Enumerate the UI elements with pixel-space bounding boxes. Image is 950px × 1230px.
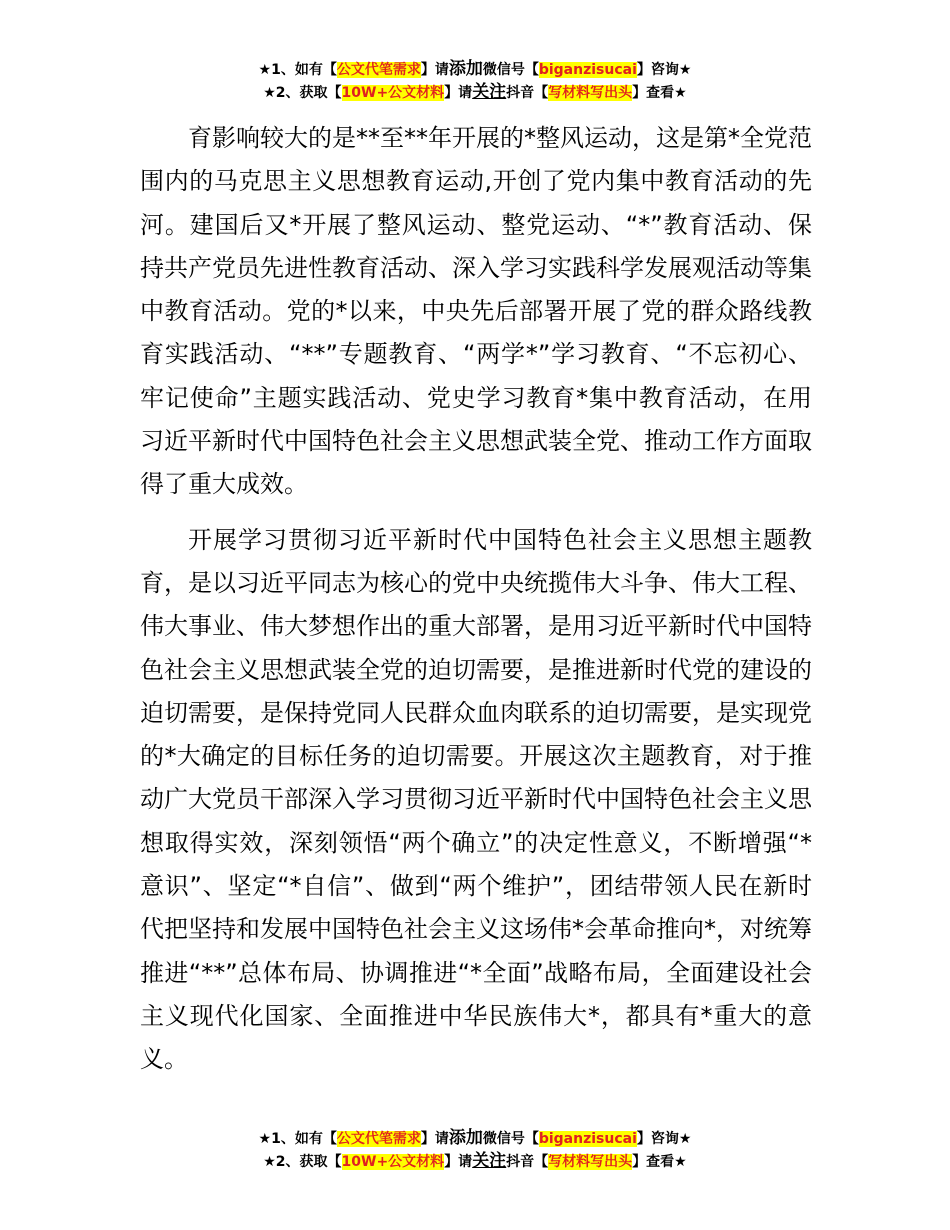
highlight-wechat-id: biganzisucai <box>538 62 637 78</box>
banner-line-2: ★2、获取【10W+公文材料】请关注抖音【写材料写出头】查看★ <box>263 82 687 102</box>
highlight-materials: 10W+公文材料 <box>341 85 445 101</box>
highlight-materials: 10W+公文材料 <box>341 1154 445 1170</box>
highlight-writing-service: 公文代笔需求 <box>336 1131 421 1147</box>
banner-line-1: ★1、如有【公文代笔需求】请添加微信号【biganzisucai】咨询★ <box>258 59 692 79</box>
banner-line-1: ★1、如有【公文代笔需求】请添加微信号【biganzisucai】咨询★ <box>258 1128 692 1148</box>
body-paragraph: 育影响较大的是**至**年开展的*整风运动，这是第*全党范围内的马克思主义思想教育运动,开创了党内集中教育活动的先河。建国后又*开展了整风运动、整党运动、“*”教育活动、保持共产党员先进性教育活动、深入学习实践科学发展观活动等集中教育活动。党的*以来，中央先后部署开展了党的群众路线教育实践活动、“**”专题教育、“两学*”学习教育、“不忘初心、牢记使命”主题实践活动、党史学习教育*集中教育活动，在用习近平新时代中国特色社会主义思想武装全党、推动工作方面取得了重大成效。 <box>140 124 812 499</box>
banner-line-2: ★2、获取【10W+公文材料】请关注抖音【写材料写出头】查看★ <box>263 1151 687 1171</box>
highlight-writing-service: 公文代笔需求 <box>336 62 421 78</box>
footer-banner <box>0 1127 950 1173</box>
header-banner <box>0 58 950 104</box>
document-body <box>140 117 812 1082</box>
highlight-douyin-account: 写材料写出头 <box>548 85 633 101</box>
body-paragraph: 开展学习贯彻习近平新时代中国特色社会主义思想主题教育，是以习近平同志为核心的党中央统揽伟大斗争、伟大工程、伟大事业、伟大梦想作出的重大部署，是用习近平新时代中国特色社会主义思想武装全党的迫切需要，是推进新时代党的建设的迫切需要，是保持党同人民群众血肉联系的迫切需要，是实现党的*大确定的目标任务的迫切需要。开展这次主题教育，对于推动广大党员干部深入学习贯彻习近平新时代中国特色社会主义思想取得实效，深刻领悟“两个确立”的决定性意义，不断增强“*意识”、坚定“*自信”、做到“两个维护”，团结带领人民在新时代把坚持和发展中国特色社会主义这场伟*会革命推向*，对统筹推进“**”总体布局、协调推进“*全面”战略布局，全面建设社会主义现代化国家、全面推进中华民族伟大*，都具有*重大的意义。 <box>140 525 812 1074</box>
highlight-wechat-id: biganzisucai <box>538 1131 637 1147</box>
highlight-douyin-account: 写材料写出头 <box>548 1154 633 1170</box>
